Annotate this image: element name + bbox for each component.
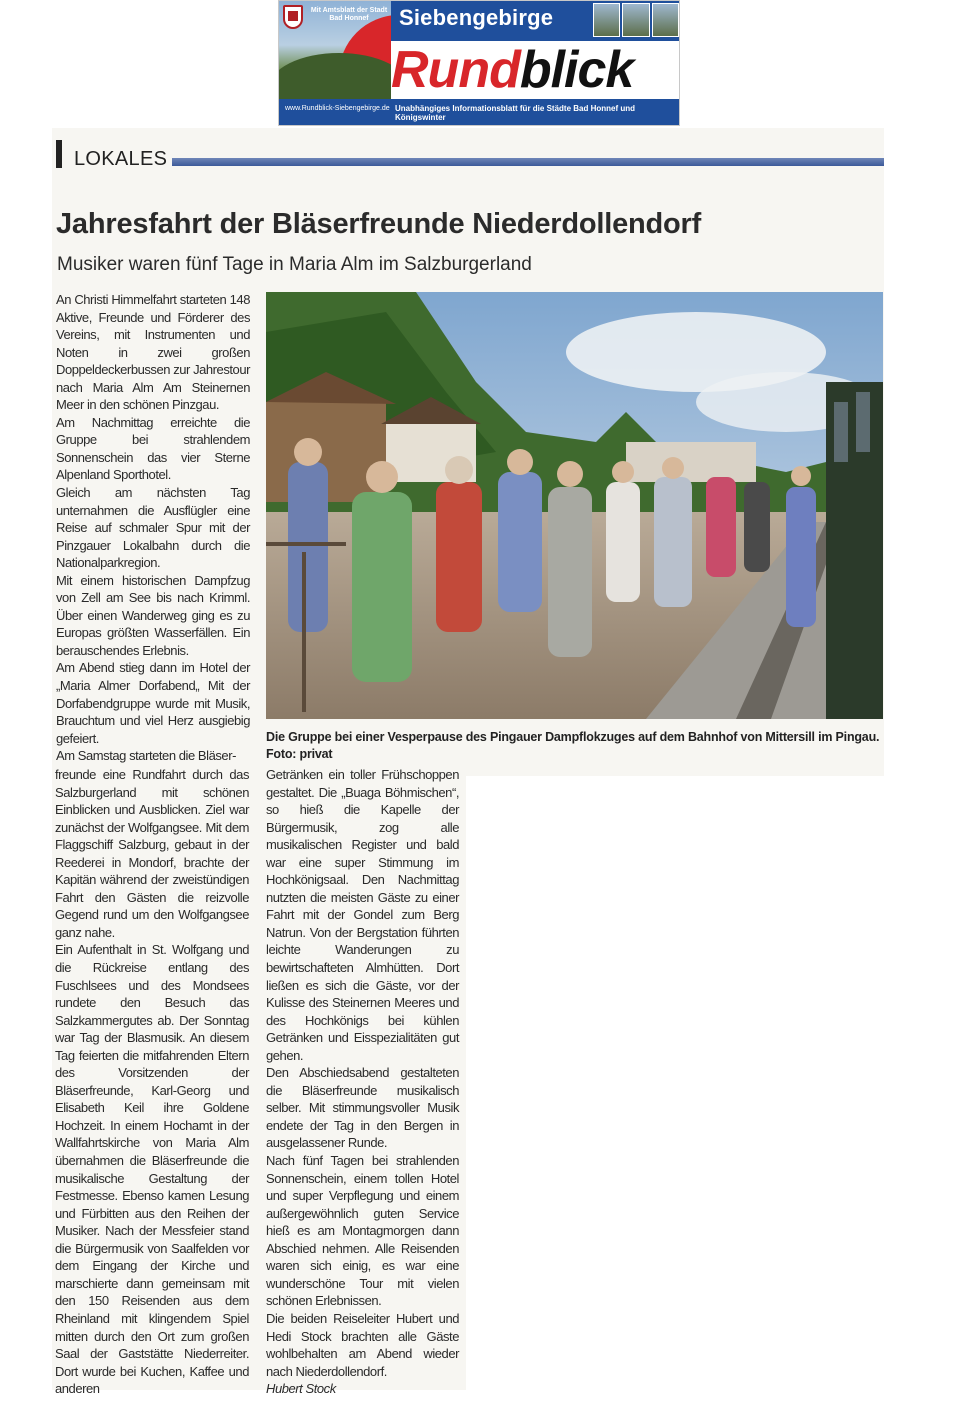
article-column-1-continued <box>55 766 249 1398</box>
river-photo-icon <box>652 3 679 37</box>
coat-of-arms-icon <box>283 5 303 29</box>
title-black-part: blick <box>519 41 634 99</box>
paragraph: freunde eine Rundfahrt durch das Salzburgerland mit schönen Einblicken und Ausblicken. Ziel war zunächst der Wolfgangsee. Mit dem Flaggschiff Salzburg, gebaut in der Reederei in Mondorf, brachte der Kapitän während der zweistündigen Fahrt den Gästen die reizvolle Gegend rund um den Wolfgangsee ganz nahe. <box>55 767 249 940</box>
masthead-banner <box>391 1 680 41</box>
region-name: Siebengebirge <box>399 5 554 30</box>
paragraph: Den Abschiedsabend gestalteten die Bläserfreunde musikalisch selber. Mit stimmungsvoller Musik endete der Tag in den Bergen in ausgelassener Runde. <box>266 1065 459 1151</box>
train-station-photo <box>266 292 883 719</box>
title-red-part: Rund <box>391 41 520 99</box>
masthead-title <box>391 41 680 99</box>
church-photo-icon <box>593 3 620 37</box>
masthead-footer-bar <box>279 99 680 126</box>
paragraph: Mit einem historischen Dampfzug von Zell am See bis nach Krimml. Über einen Wanderweg ging es zu Europas größten Wasserfällen. Ein berauschendes Erlebnis. <box>56 572 250 658</box>
section-label: LOKALES <box>74 148 168 170</box>
masthead-url: www.Rundblick-Siebengebirge.de <box>285 105 390 112</box>
hill-graphic <box>279 53 391 99</box>
paragraph: Gleich am nächsten Tag unternahmen die Ausflügler eine Reise auf schmaler Spur mit der Pinzgauer Lokalbahn durch die Nationalparkregion. <box>56 485 250 571</box>
paragraph: Am Nachmittag erreichte die Gruppe bei strahlendem Sonnenschein das vier Sterne Alpenland Sporthotel. <box>56 414 250 483</box>
masthead-tagline: Unabhängiges Informationsblatt für die Städte Bad Honnef und Königswinter <box>395 104 636 122</box>
article-column-2 <box>266 766 459 1398</box>
masthead-photo-strip <box>593 3 679 37</box>
article-subhead: Musiker waren fünf Tage in Maria Alm im Salzburgerland <box>57 254 532 275</box>
paragraph: Nach fünf Tagen bei strahlenden Sonnenschein, einem tollen Hotel und super Verpflegung und einem außergewöhnlich guten Service hieß es am Montagmorgen dann Abschied nehmen. Alle Reisenden waren sich einig, es war eine wunderschöne Tour mit vielen schönen Erlebnissen. <box>266 1153 459 1309</box>
amtsblatt-note: Mit Amtsblatt der Stadt Bad Honnef <box>310 7 388 22</box>
paragraph: Die beiden Reiseleiter Hubert und Hedi Stock brachten alle Gäste wohlbehalten am Abend wieder nach Niederdollendorf. <box>266 1310 459 1379</box>
paragraph: Ein Aufenthalt in St. Wolfgang und die Rückreise entlang des Fuschlsees und des Mondsees rundete den Besuch das Salzkammergutes ab. Der Sonntag war Tag der Blasmusik. An diesem Tag feierten die mitfahrenden Eltern des Vorsitzenden der Bläserfreunde, Karl-Georg und Elisabeth Keil ihre Goldene Hochzeit. In einem Hochamt in der Wallfahrtskirche von Maria Alm übernahmen die Bläserfreunde die musikalische Gestaltung der Festmesse. Ebenso kamen Lesung und Fürbitten aus den Reihen der Musiker. Nach der Messfeier stand die Bürgermusik von Saalfelden vor dem Eingang der Kirche und marschierte dann gemeinsam mit den 150 Reisenden aus dem Rheinland mit klingendem Spiel mitten durch den Ort zum großen Saal der Gaststätte Niederreiter. Dort wurde bei Kuchen, Kaffee und anderen <box>55 942 249 1397</box>
masthead-landscape <box>279 1 391 99</box>
paragraph: An Christi Himmelfahrt starteten 148 Aktive, Freunde und Förderer des Vereins, mit Instrumenten und Noten in zwei großen Doppeldeckerbussen zur Jahrestour nach Maria Alm Am Steinernen Meer in den schönen Pinzgau. <box>56 292 250 413</box>
masthead-logo <box>278 0 680 126</box>
section-marker <box>56 140 62 168</box>
caption-text: Die Gruppe bei einer Vesperpause des Pingauer Dampflokzuges auf dem Bahnhof von Mittersill im Pingau. <box>266 730 880 744</box>
photo-credit: Foto: privat <box>266 747 333 761</box>
castle-photo-icon <box>622 3 649 37</box>
paragraph: Am Samstag starteten die Bläser- <box>56 748 236 764</box>
article-photo <box>266 292 883 719</box>
article-author: Hubert Stock <box>266 1381 336 1397</box>
photo-caption <box>266 729 886 763</box>
section-rule <box>172 158 884 166</box>
article-headline: Jahresfahrt der Bläserfreunde Niederdollendorf <box>56 208 702 240</box>
article-column-1 <box>56 291 250 765</box>
paragraph: Getränken ein toller Frühschoppen gestaltet. Die „Buaga Böhmischen“, so hieß die Kapelle der Bürgermusik, zog alle musikalischen Register und bald war eine super Stimmung im Hochkönigsaal. Den Nachmittag nutzten die meisten Gäste zu einer Fahrt mit der Gondel zum Berg Natrun. Von der Bergstation führten leichte Wanderungen zu bewirtschafteten Almhütten. Dort ließen es sich die Gäste, vor der Kulisse des Steinernen Meeres und des Hochkönigs bei kühlen Getränken und Eisspezialitäten gut gehen. <box>266 767 459 1063</box>
paragraph: Am Abend stieg dann im Hotel der „Maria Almer Dorfabend„ Mit der Dorfabendgruppe wurde mit Musik, Brauchtum und viel Herz ausgiebig gefeiert. <box>56 660 250 746</box>
